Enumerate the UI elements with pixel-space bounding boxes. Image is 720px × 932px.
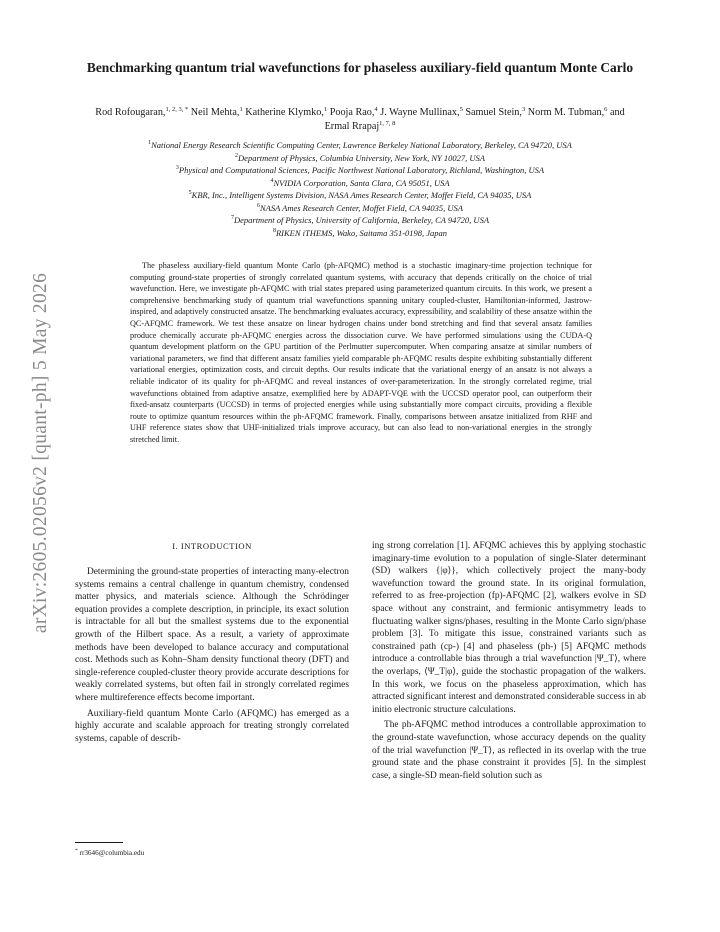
author: Neil Mehta,$^1$: [190, 106, 243, 118]
affiliation-list: [70, 139, 650, 239]
footnote-divider: [75, 842, 123, 843]
corresponding-author-footnote: * rr3646@columbia.edu: [75, 848, 145, 857]
affiliation: $^1$National Energy Research Scientific Computing Center, Lawrence Berkeley National Laboratory, Berkeley, CA 94720, USA: [148, 140, 572, 150]
paper-title: Benchmarking quantum trial wavefunctions for phaseless auxiliary-field quantum Monte Carlo: [86, 60, 634, 75]
author: Samuel Stein,$^3$: [465, 106, 526, 118]
author: Norm M. Tubman,$^6$: [527, 106, 608, 118]
body-paragraph: The ph-AFQMC method introduces a controllable approximation to the ground-state wavefunction, whose accuracy depends on the quality of the trial wavefunction |Ψ_T⟩, as reflected in its overlap with the true ground state and the phase constraint it provides [5]. In the simplest case, a single-SD mean-field solution such as: [372, 720, 646, 781]
arxiv-identifier-stamp: [21, 248, 61, 658]
affiliation: $^7$Department of Physics, University of California, Berkeley, CA 94720, USA: [230, 215, 490, 225]
body-paragraph: Auxiliary-field quantum Monte Carlo (AFQMC) has emerged as a highly accurate and scalable approach for treating strongly correlated systems, capable of describ-: [75, 708, 349, 744]
affiliation: $^8$RIKEN iTHEMS, Wako, Saitama 351-0198, Japan: [272, 227, 448, 238]
body-column-left: [75, 540, 349, 745]
affiliation: $^6$NASA Ames Research Center, Moffet Field, CA 94035, USA: [257, 202, 463, 213]
author: Pooja Rao,$^4$: [329, 106, 378, 118]
affiliation: $^4$NVIDIA Corporation, Santa Clara, CA 95051, USA: [270, 177, 450, 188]
body-paragraph: ing strong correlation [1]. AFQMC achieves this by applying stochastic imaginary-time evolution to a population of single-Slater determinant (SD) walkers {|φ⟩}, which collectively project the many-body wavefunction toward the ground state. In its original formulation, referred to as free-projection (fp)-AFQMC [2], walkers evolve in SD space without any constraint, and fermionic antisymmetry leads to fluctuating walker signs/phases, resulting in the Monte Carlo sign/phase problem [3]. To mitigate this issue, constrained variants such as constrained path (cp-) [4] and phaseless (ph-) [5] AFQMC methods introduce a controllable bias through a trial wavefunction |Ψ_T⟩, where the overlaps, ⟨Ψ_T|φ⟩, guide the stochastic propagation of the walkers. In this work, we focus on the phaseless approximation, which has attracted significant interest and demonstrated considerable success in ab initio electronic structure calculations.: [372, 541, 646, 715]
affiliation: $^5$KBR, Inc., Intelligent Systems Division, NASA Ames Research Center, Moffet Field, CA 94035, USA: [188, 190, 532, 200]
arxiv-identifier-text: arXiv:2605.02056v2 [quant-ph] 5 May 2026: [30, 272, 51, 634]
body-column-right: [372, 540, 646, 782]
abstract: The phaseless auxiliary-field quantum Monte Carlo (ph-AFQMC) method is a stochastic imaginary-time projection technique for computing ground-state properties of strongly correlated quantum systems, with accuracy that depends critically on the choice of trial wavefunction. Here, we investigate ph-AFQMC with trial states prepared using parameterized quantum circuits. In this work, we present a comprehensive benchmarking study of quantum trial wavefunctions spanning unitary coupled-cluster, Hamiltonian-informed, Jastrow-inspired, and adaptively constructed ansatze. The benchmarking evaluates accuracy, expressibility, and scalability of these ansatze within the QC-AFQMC framework. We test these ansatze on linear hydrogen chains under bond stretching and find that several ansatz families produce chemically accurate ph-AFQMC energies across the dissociation curve. We have performed simulations using the CUDA-Q quantum development platform on the GPU partition of the Perlmutter supercomputer. When comparing ansatze at similar numbers of variational parameters, we find that different ansatz families yield comparable ph-AFQMC results despite exhibiting substantially different variational energies, optimization costs, and circuit depths. Our results indicate that the variational energy of an ansatz is not always a reliable indicator of its quality for ph-AFQMC and reveal instances of over-parameterization. In the strongly correlated regime, trial wavefunctions obtained from adaptive ansatze, exemplified here by ADAPT-VQE with the UCCSD operator pool, can outperform their fixed-ansatz counterparts (UCCSD) in terms of projected energies while using substantially more compact circuits, providing a flexible route to optimize quantum resources within the ph-AFQMC framework. Finally, comparisons between ansatze initialized from RHF and UHF reference states show that UHF-initialized trials improve accuracy, but can also lead to non-variational energies in the strongly stretched limit.: [130, 261, 592, 444]
affiliation: $^3$Physical and Computational Sciences, Pacific Northwest National Laboratory, Richland, Washington, USA: [175, 165, 545, 175]
author-list: [90, 106, 630, 134]
author: and Ermal Rrapaj$^{1, 7, 8}$: [324, 107, 625, 132]
body-paragraph: Determining the ground-state properties of interacting many-electron systems remains a central challenge in quantum chemistry, condensed matter physics, and materials science. Although the Schrödinger equation provides a complete description, in principle, its exact solution is intractable for all but the smallest systems due to the exponential growth of the Hilbert space. As a result, a variety of approximate methods have been developed to balance accuracy and computational cost. Methods such as Kohn–Sham density functional theory (DFT) and single-reference coupled-cluster theory provide accurate descriptions for weakly correlated systems, but often fail in strongly correlated regimes where multireference effects become important.: [75, 567, 349, 703]
affiliation: $^2$Department of Physics, Columbia University, New York, NY 10027, USA: [235, 152, 485, 163]
footnote-email: rr3646@columbia.edu: [79, 849, 145, 857]
author: Katherine Klymko,$^1$: [245, 106, 328, 118]
author: J. Wayne Mullinax,$^5$: [380, 106, 463, 118]
section-heading-introduction: I. INTRODUCTION: [172, 541, 252, 551]
author: Rod Rofougaran,$^{1, 2, 3, *}$: [95, 106, 189, 118]
